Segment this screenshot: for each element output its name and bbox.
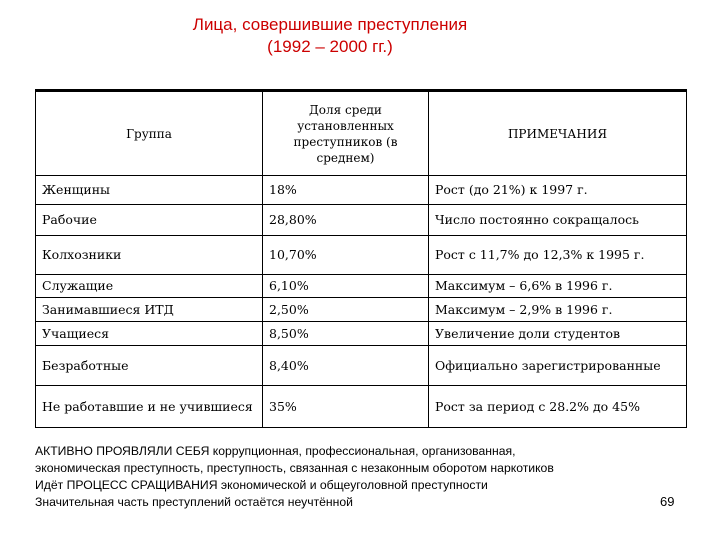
footer-notes — [35, 443, 695, 511]
row-note: Официально зарегистрированные — [429, 346, 687, 386]
table-row — [36, 298, 687, 322]
row-group: Безработные — [36, 346, 263, 386]
table-row — [36, 236, 687, 275]
row-group: Женщины — [36, 176, 263, 205]
footer-line-2: экономическая преступность, преступность, связанная с незаконным оборотом наркотиков — [35, 461, 554, 475]
offenders-table — [35, 89, 687, 428]
footer-line-3: Идёт ПРОЦЕСС СРАЩИВАНИЯ экономической и общеуголовной преступности — [35, 478, 488, 492]
row-group: Служащие — [36, 275, 263, 298]
header-group: Группа — [36, 91, 263, 176]
header-notes: ПРИМЕЧАНИЯ — [429, 91, 687, 176]
row-note: Увеличение доли студентов — [429, 322, 687, 346]
table-row — [36, 176, 687, 205]
row-share: 35% — [263, 386, 429, 428]
row-share: 8,40% — [263, 346, 429, 386]
row-share: 8,50% — [263, 322, 429, 346]
row-note: Число постоянно сокращалось — [429, 205, 687, 236]
row-share: 28,80% — [263, 205, 429, 236]
page-number: 69 — [660, 494, 675, 509]
row-share: 18% — [263, 176, 429, 205]
header-share: Доля среди установленных преступников (в среднем) — [263, 91, 429, 176]
row-group: Колхозники — [36, 236, 263, 275]
row-group: Занимавшиеся ИТД — [36, 298, 263, 322]
row-group: Учащиеся — [36, 322, 263, 346]
row-note: Максимум – 2,9% в 1996 г. — [429, 298, 687, 322]
row-note: Рост (до 21%) к 1997 г. — [429, 176, 687, 205]
table-row — [36, 205, 687, 236]
footer-line-1: АКТИВНО ПРОЯВЛЯЛИ СЕБЯ коррупционная, профессиональная, организованная, — [35, 444, 516, 458]
title-line-1: Лица, совершившие преступления — [192, 15, 468, 34]
row-group: Не работавшие и не учившиеся — [36, 386, 263, 428]
table-header-row — [36, 91, 687, 176]
row-note: Максимум – 6,6% в 1996 г. — [429, 275, 687, 298]
title-line-2: (1992 – 2000 гг.) — [267, 37, 393, 56]
row-share: 10,70% — [263, 236, 429, 275]
row-share: 2,50% — [263, 298, 429, 322]
row-share: 6,10% — [263, 275, 429, 298]
table-row — [36, 275, 687, 298]
row-group: Рабочие — [36, 205, 263, 236]
row-note: Рост за период с 28.2% до 45% — [429, 386, 687, 428]
table-row — [36, 386, 687, 428]
slide-title — [120, 14, 540, 58]
row-note: Рост с 11,7% до 12,3% к 1995 г. — [429, 236, 687, 275]
table-row — [36, 322, 687, 346]
table-row — [36, 346, 687, 386]
footer-line-4: Значительная часть преступлений остаётся неучтённой — [35, 495, 353, 509]
